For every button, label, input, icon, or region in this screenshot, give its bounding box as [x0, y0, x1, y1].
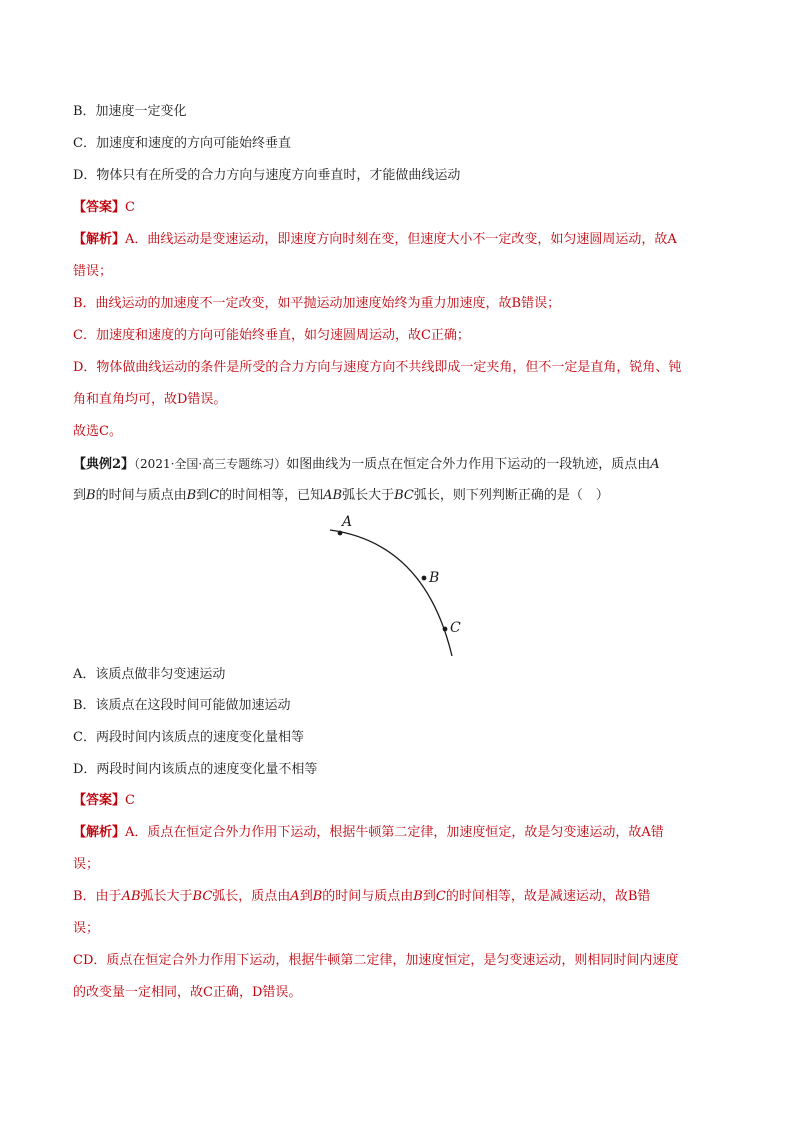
point-c-dot: [443, 627, 448, 632]
stem-text: 弧长，则下列判断正确的是（ ）: [413, 488, 609, 503]
q2-analysis-line-1b: 误；: [73, 857, 100, 872]
label-c: C: [450, 620, 461, 636]
var-ab: AB: [121, 889, 141, 904]
stem-text: 弧长大于: [342, 488, 395, 503]
trajectory-figure: [300, 508, 500, 658]
q1-option-d: D．物体只有在所受的合力方向与速度方向垂直时，才能做曲线运动: [73, 168, 461, 183]
answer-tag: 【答案】: [73, 793, 126, 808]
stem-text: 的时间与质点由: [95, 488, 187, 503]
q2-option-a: A．该质点做非匀变速运动: [73, 667, 226, 682]
q1-analysis-line-4b: 角和直角均可，故D错误。: [73, 392, 227, 407]
stem-text: 如图曲线为一质点在恒定合外力作用下运动的一段轨迹，质点由: [286, 457, 651, 472]
analysis-text: 到: [299, 889, 313, 904]
q2-analysis-line-2b: 误；: [73, 921, 100, 936]
var-a: A: [290, 889, 300, 904]
var-bc: BC: [394, 488, 414, 503]
var-c: C: [209, 488, 220, 503]
answer-value: C: [125, 793, 135, 808]
analysis-text: A．曲线运动是变速运动，即速度方向时刻在变，但速度大小不一定改变，如匀速圆周运动，故A: [125, 232, 677, 247]
var-b: B: [413, 889, 423, 904]
q2-option-b: B．该质点在这段时间可能做加速运动: [73, 698, 291, 713]
q2-option-d: D．两段时间内该质点的速度变化量不相等: [73, 762, 318, 777]
q1-analysis-line-3: C．加速度和速度的方向可能始终垂直，如匀速圆周运动，故C正确；: [73, 328, 470, 343]
analysis-text: 弧长，质点由: [212, 889, 291, 904]
q1-analysis-line-1: [73, 231, 677, 249]
question-source: （2021·全国·高三专题练习）: [134, 457, 287, 471]
q2-stem-line-2: [73, 487, 609, 505]
stem-text: 到: [73, 488, 87, 503]
var-b: B: [312, 889, 323, 904]
point-a-dot: [338, 531, 343, 536]
analysis-text: 弧长大于: [140, 889, 193, 904]
q2-analysis-line-3b: 的改变量一定相同，故C正确，D错误。: [73, 985, 302, 1000]
q1-analysis-line-2: B．曲线运动的加速度不一定改变，如平抛运动加速度始终为重力加速度，故B错误；: [73, 296, 561, 311]
analysis-text: B．由于: [73, 889, 122, 904]
analysis-tag: 【解析】: [73, 825, 126, 840]
q1-option-b: B．加速度一定变化: [73, 104, 187, 119]
answer-tag: 【答案】: [73, 200, 126, 215]
q1-answer: [73, 199, 135, 217]
q1-conclusion: 故选C。: [73, 424, 122, 439]
analysis-text: 的时间与质点由: [322, 889, 414, 904]
q2-analysis-line-1: [73, 824, 664, 842]
q1-option-c: C．加速度和速度的方向可能始终垂直: [73, 136, 291, 151]
q1-analysis-line-4: D．物体做曲线运动的条件是所受的合力方向与速度方向不共线即成一定夹角，但不一定是直角，锐角、钝: [73, 360, 682, 375]
answer-value: C: [125, 200, 135, 215]
var-c: C: [435, 889, 446, 904]
stem-text: 到: [196, 488, 210, 503]
point-b-dot: [422, 576, 427, 581]
q2-analysis-line-2: [73, 888, 650, 906]
analysis-text: 的时间相等，故是减速运动，故B错: [445, 889, 651, 904]
q2-stem-line-1: [73, 455, 660, 474]
q2-option-c: C．两段时间内该质点的速度变化量相等: [73, 730, 304, 745]
stem-text: 的时间相等，已知: [219, 488, 324, 503]
trajectory-curve: [330, 530, 452, 656]
example-tag: 【典例2】: [73, 457, 135, 472]
q2-answer: [73, 792, 135, 810]
var-b: B: [186, 488, 197, 503]
var-b: B: [86, 488, 96, 503]
label-a: A: [342, 514, 353, 530]
q1-analysis-line-1b: 错误；: [73, 264, 113, 279]
analysis-text: A．质点在恒定合外力作用下运动，根据牛顿第二定律，加速度恒定，故是匀变速运动，故A错: [125, 825, 664, 840]
analysis-tag: 【解析】: [73, 232, 126, 247]
q2-analysis-line-3: CD．质点在恒定合外力作用下运动，根据牛顿第二定律，加速度恒定，是匀变速运动，则相同时间内速度: [73, 953, 679, 968]
analysis-text: 到: [422, 889, 436, 904]
var-a: A: [650, 457, 660, 472]
var-bc: BC: [192, 889, 213, 904]
label-b: B: [429, 570, 440, 586]
var-ab: AB: [323, 488, 343, 503]
